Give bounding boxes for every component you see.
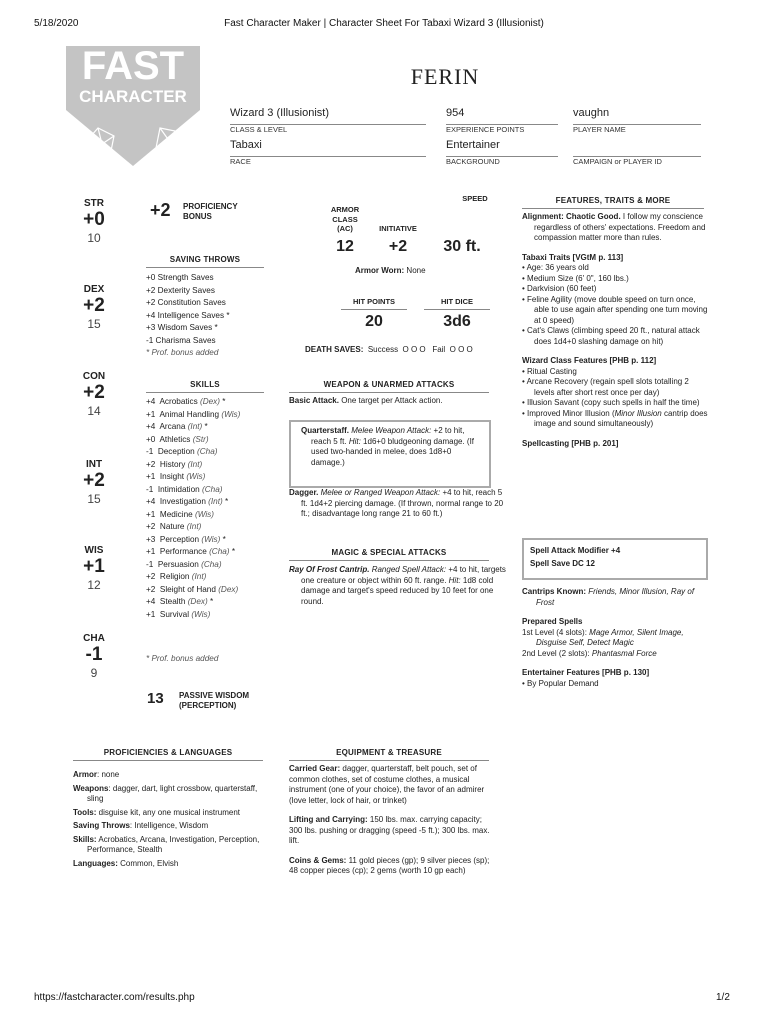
tabaxi-trait: • Cat's Claws (climbing speed 20 ft., natural attack does 1d4+0 slashing damage on hit): [522, 326, 700, 346]
skill-row: [146, 409, 281, 422]
skill-row: [146, 434, 281, 447]
proficiency-bonus-label: [183, 202, 238, 222]
class-level-label: CLASS & LEVEL: [230, 125, 288, 134]
weapon-prof-value: : dagger, dart, light crossbow, quarterstaff, sling: [87, 783, 258, 803]
ability-name: WIS: [84, 545, 104, 556]
skill-row: [146, 509, 281, 522]
background-value: Entertainer: [446, 139, 558, 157]
proficiency-label-line2: BONUS: [183, 212, 212, 221]
languages-label: Languages:: [73, 858, 118, 868]
skill-prof-label: Skills:: [73, 834, 97, 844]
saving-throws-note: * Prof. bonus added: [146, 348, 219, 357]
tabaxi-traits-title: Tabaxi Traits [VGtM p. 113]: [522, 252, 624, 262]
ability-modifier: +1: [83, 556, 105, 577]
skill-ability: (Cha): [202, 484, 223, 494]
skill-ability: (Cha): [197, 447, 218, 456]
skill-ability: (Int): [208, 497, 223, 506]
race-value: Tabaxi: [230, 139, 426, 157]
ability-name: DEX: [83, 284, 105, 295]
carried-gear: [289, 764, 493, 806]
skill-ability: (Int): [186, 522, 202, 531]
weapon-proficiency: [73, 784, 273, 805]
skill-modifier: +4: [146, 422, 156, 431]
ability-modifier: +2: [83, 382, 105, 403]
speed-value: 30 ft.: [443, 238, 481, 255]
hit-points-value: 20: [365, 313, 383, 330]
quarterstaff-range: +2 to hit, reach 5 ft.: [311, 426, 465, 446]
skill-proficient-marker: *: [220, 534, 226, 544]
armor-prof-label: Armor: [73, 770, 98, 779]
wizard-feature: • Arcane Recovery (regain spell slots totalling 2 levels after short rest once per day): [522, 377, 689, 397]
carried-gear-label: Carried Gear:: [289, 764, 341, 773]
skill-modifier: +1: [146, 472, 156, 481]
minor-illusion-ref: Minor Illusion: [614, 408, 662, 418]
skill-name: Insight: [159, 472, 185, 481]
campaign-label: CAMPAIGN or PLAYER ID: [573, 157, 662, 166]
wizard-feature: • Ritual Casting: [522, 366, 577, 376]
save-prof-label: Saving Throws: [73, 821, 130, 830]
class-level-value: Wizard 3 (Illusionist): [230, 107, 426, 125]
logo-character-text: CHARACTER: [79, 87, 187, 106]
basic-attack: [289, 396, 499, 407]
wizard-feature-part: cantrip does image and sound simultaneously): [534, 408, 708, 428]
skill-modifier: +1: [146, 609, 156, 619]
quarterstaff-name: Quarterstaff.: [301, 426, 350, 435]
ray-of-frost-name: Ray Of Frost Cantrip.: [289, 565, 370, 574]
level2-spells: [522, 649, 710, 660]
quarterstaff-damage: 1d6+0 bludgeoning damage. (If used two-handed in melee, does 1d8+0 damage.): [311, 436, 475, 467]
death-saves: [305, 345, 473, 354]
ray-of-frost-type: Ranged Spell Attack:: [371, 565, 447, 574]
proficiency-bonus-value: +2: [150, 200, 171, 220]
death-fail-label: Fail: [432, 345, 446, 354]
armor-class-label: ARMOR CLASS (AC): [330, 205, 360, 233]
spell-save-dc: Spell Save DC 12: [530, 559, 595, 568]
spell-attack-modifier: Spell Attack Modifier +4: [530, 546, 621, 555]
ability-score: 15: [87, 492, 101, 506]
hit-dice-value: 3d6: [443, 313, 471, 330]
player-name-value: vaughn: [573, 107, 701, 125]
player-name-label: PLAYER NAME: [573, 125, 626, 134]
weapon-attacks-title: WEAPON & UNARMED ATTACKS: [289, 380, 489, 393]
passive-wisdom-label: [179, 691, 249, 711]
skill-ability: (Wis): [201, 534, 221, 544]
ability-modifier: +2: [83, 470, 105, 491]
background-label: BACKGROUND: [446, 157, 500, 166]
proficiency-label-line1: PROFICIENCY: [183, 202, 238, 211]
tabaxi-trait: • Darkvision (60 feet): [522, 284, 597, 293]
prepared-spells-title: Prepared Spells: [522, 617, 583, 626]
armor-prof-value: : none: [97, 770, 120, 779]
save-proficiency: [73, 821, 273, 832]
skill-name: Sleight of Hand: [159, 584, 216, 594]
skill-modifier: +3: [146, 534, 156, 544]
skill-proficient-marker: *: [222, 497, 229, 506]
armor-worn: [355, 266, 426, 275]
ability-wis: [74, 545, 114, 592]
ability-modifier: +2: [83, 295, 105, 316]
spell-stats-box: [522, 538, 708, 580]
ability-name: CHA: [83, 633, 105, 644]
hit-points-label: HIT POINTS: [341, 297, 407, 310]
skill-name: History: [159, 459, 186, 469]
skill-modifier: +2: [146, 459, 156, 469]
level1-list: Mage Armor, Silent Image, Disguise Self, Detect Magic: [536, 627, 684, 647]
coins-value: 11 gold pieces (gp); 9 silver pieces (sp); 48 copper pieces (cp); 2 gems (worth 10 gp each): [289, 855, 490, 875]
tabaxi-trait: • Age: 36 years old: [522, 263, 589, 272]
ability-score: 10: [87, 231, 101, 245]
skill-ability: (Cha): [201, 559, 222, 569]
skills-title: SKILLS: [146, 380, 264, 393]
ability-name: CON: [82, 371, 106, 382]
saving-throw-item: +2 Constitution Saves: [146, 298, 226, 307]
armor-worn-value: None: [406, 266, 426, 275]
campaign-value: [573, 139, 701, 157]
print-page: 1/2: [716, 992, 730, 1003]
ability-con: [74, 371, 114, 418]
ability-name: STR: [84, 198, 104, 209]
wizard-feature-part: • Improved Minor Illusion (: [522, 408, 615, 418]
ability-name: INT: [85, 459, 103, 470]
skill-modifier: -1: [146, 484, 154, 494]
skill-row: [146, 396, 281, 409]
armor-proficiency: [73, 770, 273, 781]
skill-name: Athletics: [159, 434, 191, 444]
ability-dex: [74, 284, 114, 331]
skill-modifier: +2: [146, 584, 156, 594]
skill-row: [146, 609, 281, 622]
save-prof-value: : Intelligence, Wisdom: [129, 821, 209, 830]
level2-label: 2nd Level (2 slots):: [522, 648, 590, 658]
skill-name: Investigation: [159, 497, 206, 506]
tabaxi-trait: • Medium Size (6' 0", 160 lbs.): [522, 273, 629, 283]
lifting-carrying: [289, 815, 493, 847]
spellcasting-title: Spellcasting [PHB p. 201]: [522, 438, 619, 448]
alignment-label: Alignment: Chaotic Good.: [522, 212, 621, 221]
skill-row: [146, 596, 281, 609]
ability-modifier: -1: [85, 644, 103, 665]
ray-of-frost-hit-label: Hit:: [448, 575, 461, 585]
initiative-value: +2: [388, 238, 408, 255]
skill-row: [146, 459, 281, 472]
skill-ability: (Wis): [191, 609, 211, 619]
skill-name: Animal Handling: [159, 409, 220, 419]
skill-modifier: -1: [146, 447, 154, 456]
skill-row: [146, 421, 281, 434]
lifting-label: Lifting and Carrying:: [289, 815, 368, 824]
armor-class-value: 12: [336, 238, 354, 255]
skill-ability: (Int): [187, 422, 203, 431]
skill-modifier: +4: [146, 497, 156, 506]
skill-name: Performance: [159, 547, 207, 556]
skill-name: Religion: [159, 572, 190, 581]
skill-ability: (Wis): [194, 509, 214, 519]
ability-score: 9: [90, 666, 98, 680]
saving-throw-item: +0 Strength Saves: [146, 273, 214, 282]
wizard-features-title: Wizard Class Features [PHB p. 112]: [522, 356, 657, 365]
skill-proficiency: [73, 835, 273, 856]
xp-value: 954: [446, 107, 558, 125]
skill-name: Stealth: [159, 597, 186, 606]
ability-score: 12: [87, 578, 101, 592]
dagger-name: Dagger.: [289, 488, 319, 497]
quarterstaff-attack: [289, 420, 491, 488]
coins-label: Coins & Gems:: [289, 855, 347, 865]
entertainer-feature: • By Popular Demand: [522, 678, 599, 688]
carried-gear-value: dagger, quarterstaff, belt pouch, set of common clothes, set of costume clothes, a musical instrument (one of your choice), the favor of an admirer (love letter, lock of hair, or trinket): [289, 764, 485, 805]
race-label: RACE: [230, 157, 251, 166]
skill-row: [146, 584, 281, 597]
ray-of-frost-damage: 1d8 cold damage and target's speed reduced by 10 feet for one round.: [301, 575, 494, 606]
skill-name: Survival: [159, 609, 190, 619]
level1-label: 1st Level (4 slots):: [522, 627, 587, 637]
passive-label-line2: (PERCEPTION): [179, 701, 237, 710]
ability-score: 14: [87, 404, 101, 418]
speed-label: SPEED: [462, 194, 488, 203]
skill-name: Deception: [157, 447, 195, 456]
equipment-list: [289, 764, 493, 877]
skills-note: * Prof. bonus added: [146, 654, 219, 663]
skill-modifier: +1: [146, 409, 156, 419]
fast-character-logo: [64, 44, 202, 168]
skill-proficient-marker: *: [207, 597, 214, 606]
ability-int: [74, 459, 114, 506]
languages: [73, 859, 273, 870]
magic-attacks-title: MAGIC & SPECIAL ATTACKS: [289, 548, 489, 561]
initiative-label: INITIATIVE: [379, 224, 417, 233]
lifting-value: 150 lbs. max. carrying capacity; 300 lbs. pushing or dragging (speed -5 ft.); 300 lbs. max. lift.: [289, 815, 490, 845]
dagger-type: Melee or Ranged Weapon Attack:: [320, 488, 441, 497]
skill-modifier: +4: [146, 397, 156, 406]
print-date: 5/18/2020: [34, 18, 79, 29]
saving-throw-item: +4 Intelligence Saves *: [146, 310, 230, 320]
wizard-feature: • Illusion Savant (copy such spells in half the time): [522, 398, 700, 407]
ability-score: 15: [87, 317, 101, 331]
skill-name: Acrobatics: [159, 397, 198, 406]
skill-ability: (Str): [192, 434, 209, 444]
skill-row: [146, 534, 281, 547]
tool-prof-label: Tools:: [73, 807, 97, 817]
ability-str: [74, 198, 114, 245]
entertainer-features-title: Entertainer Features [PHB p. 130]: [522, 668, 650, 677]
skill-row: [146, 546, 281, 559]
skill-ability: (Int): [191, 572, 207, 581]
alignment: [522, 212, 710, 244]
proficiencies-list: [73, 770, 273, 869]
skill-ability: (Wis): [186, 472, 206, 481]
skill-row: [146, 571, 281, 584]
print-url: https://fastcharacter.com/results.php: [34, 992, 195, 1003]
skill-row: [146, 559, 281, 572]
skill-name: Nature: [159, 522, 185, 531]
skill-row: [146, 471, 281, 484]
skill-name: Perception: [159, 534, 200, 544]
skill-row: [146, 496, 281, 509]
death-saves-label: DEATH SAVES:: [305, 345, 364, 354]
ability-modifier: +0: [83, 209, 105, 230]
death-success-circles[interactable]: O O O: [402, 345, 426, 354]
skill-name: Medicine: [159, 509, 193, 519]
ray-of-frost-range: +4 to hit, targets one creature or object within 60 ft. range.: [301, 565, 506, 585]
proficiencies-title: PROFICIENCIES & LANGUAGES: [73, 748, 263, 761]
hit-dice-label: HIT DICE: [424, 297, 490, 310]
features-title: FEATURES, TRAITS & MORE: [522, 196, 704, 209]
quarterstaff-hit-label: Hit:: [348, 436, 361, 446]
languages-value: Common, Elvish: [117, 858, 179, 868]
saving-throws-title: SAVING THROWS: [146, 255, 264, 268]
saving-throw-item: +3 Wisdom Saves *: [146, 323, 218, 332]
saving-throw-item: +2 Dexterity Saves: [146, 285, 215, 295]
skill-modifier: +0: [146, 434, 156, 444]
skill-proficient-marker: *: [219, 397, 226, 406]
quarterstaff-type: Melee Weapon Attack:: [351, 426, 432, 435]
skill-modifier: +1: [146, 509, 156, 519]
basic-attack-name: Basic Attack.: [289, 396, 339, 405]
skill-name: Intimidation: [157, 484, 200, 494]
skill-ability: (Dex): [218, 584, 239, 594]
skill-modifier: +2: [146, 572, 156, 581]
skills-list: [146, 396, 281, 621]
alignment-text: I follow my conscience regardless of others' expectations. Freedom and compassion matter more than rules.: [534, 212, 706, 242]
skill-prof-value: Acrobatics, Arcana, Investigation, Perception, Performance, Stealth: [87, 834, 260, 854]
armor-worn-label: Armor Worn:: [355, 266, 405, 275]
skill-ability: (Dex): [187, 597, 208, 606]
skill-name: Persuasion: [157, 559, 199, 569]
coins-gems: [289, 856, 493, 877]
skill-modifier: -1: [146, 559, 154, 569]
tool-prof-value: disguise kit, any one musical instrument: [96, 807, 241, 817]
skill-modifier: +4: [146, 597, 156, 606]
dagger-text: +4 to hit, reach 5 ft. 1d4+2 piercing damage. (If thrown, normal range to 20 ft.; disadvantage long range 21 to 60 ft.): [301, 488, 504, 518]
skill-proficient-marker: *: [229, 547, 236, 556]
spells-column: [522, 587, 710, 689]
passive-label-line1: PASSIVE WISDOM: [179, 691, 250, 700]
features-column: [522, 212, 710, 449]
skill-row: [146, 521, 281, 534]
saving-throw-item: -1 Charisma Saves: [146, 335, 216, 345]
skill-ability: (Cha): [209, 547, 230, 556]
passive-wisdom-value: 13: [147, 690, 164, 707]
ability-cha: [74, 633, 114, 680]
character-name: FERIN: [410, 64, 480, 89]
skill-proficient-marker: *: [202, 422, 208, 431]
skill-row: [146, 446, 281, 459]
equipment-title: EQUIPMENT & TREASURE: [289, 748, 489, 761]
skill-row: [146, 484, 281, 497]
cantrips-known: [522, 587, 710, 608]
skill-name: Arcana: [159, 422, 186, 431]
tool-proficiency: [73, 808, 273, 819]
level1-spells: [522, 628, 710, 649]
death-fail-circles[interactable]: O O O: [449, 345, 473, 354]
cantrips-list: Friends, Minor Illusion, Ray of Frost: [536, 587, 695, 607]
logo-fast-text: FAST: [81, 44, 185, 88]
cantrips-label: Cantrips Known:: [522, 587, 586, 596]
wizard-feature: [522, 409, 710, 430]
basic-attack-text: One target per Attack action.: [341, 396, 443, 405]
level2-list: Phantasmal Force: [591, 648, 657, 658]
weapon-prof-label: Weapons: [73, 783, 109, 793]
skill-ability: (Dex): [199, 397, 220, 406]
print-title: Fast Character Maker | Character Sheet For Tabaxi Wizard 3 (Illusionist): [224, 18, 544, 29]
skill-ability: (Wis): [221, 409, 241, 419]
saving-throws-list: [146, 272, 271, 360]
skill-ability: (Int): [187, 459, 203, 469]
ray-of-frost-attack: [289, 565, 511, 607]
tabaxi-trait: • Feline Agility (move double speed on turn once, able to use again after spending one turn moving at 0 speed): [522, 294, 708, 325]
dagger-attack: [289, 488, 511, 520]
death-success-label: Success: [367, 345, 399, 354]
xp-label: EXPERIENCE POINTS: [446, 125, 525, 134]
skill-modifier: +1: [146, 547, 156, 556]
skill-modifier: +2: [146, 522, 156, 531]
